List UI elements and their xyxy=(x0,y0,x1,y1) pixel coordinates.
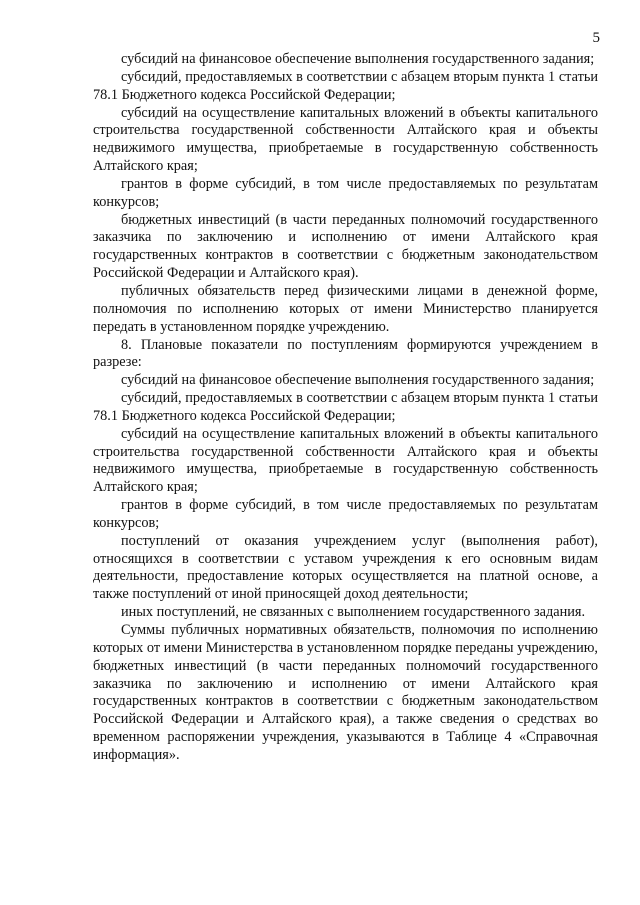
paragraph: Суммы публичных нормативных обязательств, полномочия по исполнению которых от имени Министерства в установленном порядке переданы учреждению, бюджетных инвестиций (в части переданных полномочий государственного заказчика по заключению и исполнению от имени Алтайского края государственных контрактов в соответствии с бюджетным законодательством Российской Федерации и Алтайского края), а также сведения о средствах во временном распоряжении учреждения, указываются в Таблице 4 «Справочная информация». xyxy=(93,622,598,763)
paragraph: грантов в форме субсидий, в том числе предоставляемых по результатам конкурсов; xyxy=(93,497,598,531)
paragraph: грантов в форме субсидий, в том числе предоставляемых по результатам конкурсов; xyxy=(93,175,598,210)
paragraph: субсидий на осуществление капитальных вложений в объекты капитального строительства государственной собственности Алтайского края и объекты недвижимого имущества, приобретаемые в государственную собственность Алтайского края; xyxy=(93,425,598,496)
paragraph: субсидий, предоставляемых в соответствии с абзацем вторым пункта 1 статьи 78.1 Бюджетного кодекса Российской Федерации; xyxy=(93,68,598,103)
paragraph: субсидий на финансовое обеспечение выполнения государственного задания; xyxy=(121,372,595,389)
paragraph: субсидий на финансовое обеспечение выполнения государственного задания; xyxy=(121,51,595,67)
paragraph: поступлений от оказания учреждением услуг (выполнения работ), относящихся в соответствии с уставом учреждения к его основным видам деятельности, предоставление которых осуществляется на платной основе, а также поступлений от иной приносящей доход деятельности; xyxy=(93,532,598,603)
paragraph: 8. Плановые показатели по поступлениям формируются учреждением в разрезе: xyxy=(93,336,598,371)
paragraph: иных поступлений, не связанных с выполнением государственного задания. xyxy=(121,604,586,621)
page-number: 5 xyxy=(592,30,600,46)
document-body xyxy=(93,51,598,765)
paragraph: субсидий, предоставляемых в соответствии с абзацем вторым пункта 1 статьи 78.1 Бюджетного кодекса Российской Федерации; xyxy=(93,390,598,424)
paragraph: бюджетных инвестиций (в части переданных полномочий государственного заказчика по заключению и исполнению от имени Алтайского края государственных контрактов в соответствии с бюджетным законодательством Российской Федерации и Алтайского края). xyxy=(93,211,598,282)
paragraph: публичных обязательств перед физическими лицами в денежной форме, полномочия по исполнению которых от имени Министерство планируется передать в установленном порядке учреждению. xyxy=(93,282,598,335)
paragraph: субсидий на осуществление капитальных вложений в объекты капитального строительства государственной собственности Алтайского края и объекты недвижимого имущества, приобретаемые в государственную собственность Алтайского края; xyxy=(93,104,598,175)
